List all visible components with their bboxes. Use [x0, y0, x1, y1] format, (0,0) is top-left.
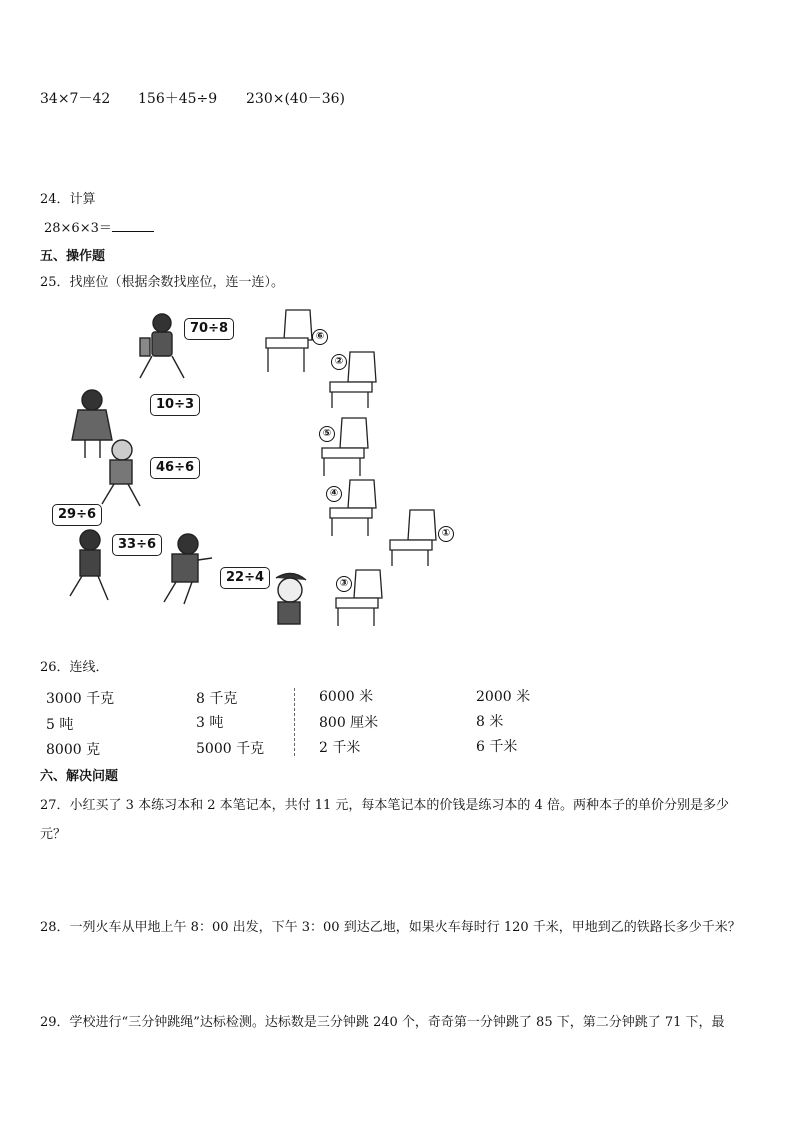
- question-27-line-1: 27．小红买了 3 本练习本和 2 本笔记本，共付 11 元，每本笔记本的价钱是练习本的 4 倍。两种本子的单价分别是多少: [40, 798, 729, 813]
- seat-number-marker[interactable]: ④: [326, 486, 342, 502]
- child-figure-5: [164, 534, 212, 604]
- match-item[interactable]: 2 千米: [319, 740, 361, 756]
- question-27-line-2: 元？: [40, 827, 67, 842]
- expression-2: 156＋45÷9: [138, 91, 218, 107]
- division-bubble-4[interactable]: 29÷6: [52, 504, 102, 526]
- division-bubble-3[interactable]: 46÷6: [150, 457, 200, 479]
- question-24-title: 24．计算: [40, 192, 96, 207]
- question-26-title: 26．连线．: [40, 660, 109, 675]
- answer-blank[interactable]: [112, 219, 154, 232]
- seat-number-marker[interactable]: ①: [438, 526, 454, 542]
- chair-5: [390, 510, 436, 566]
- match-item[interactable]: 8 千克: [196, 691, 238, 707]
- match-item[interactable]: 3000 千克: [46, 691, 115, 707]
- match-item[interactable]: 5000 千克: [196, 741, 265, 757]
- match-item[interactable]: 6 千米: [476, 739, 518, 755]
- division-bubble-1[interactable]: 70÷8: [184, 318, 234, 340]
- child-figure-2: [72, 390, 112, 458]
- match-item[interactable]: 8000 克: [46, 742, 101, 758]
- child-figure-4: [70, 530, 108, 600]
- match-item[interactable]: 5 吨: [46, 717, 74, 733]
- match-item[interactable]: 6000 米: [319, 689, 374, 705]
- seat-matching-figure: [40, 300, 480, 630]
- division-bubble-5[interactable]: 33÷6: [112, 534, 162, 556]
- child-figure-1: [140, 314, 184, 378]
- match-item[interactable]: 2000 米: [476, 689, 531, 705]
- question-25-title: 25．找座位（根据余数找座位，连一连）。: [40, 275, 285, 290]
- match-item[interactable]: 800 厘米: [319, 715, 379, 731]
- seat-number-marker[interactable]: ③: [336, 576, 352, 592]
- division-bubble-2[interactable]: 10÷3: [150, 394, 200, 416]
- seat-number-marker[interactable]: ②: [331, 354, 347, 370]
- expression-1: 34×7－42: [40, 91, 111, 107]
- match-item[interactable]: 8 米: [476, 714, 504, 730]
- expression-3: 230×(40－36): [246, 91, 346, 107]
- question-29: 29．学校进行“三分钟跳绳”达标检测。达标数是三分钟跳 240 个，奇奇第一分钟跳了 85 下，第二分钟跳了 71 下，最: [40, 1015, 725, 1030]
- match-item[interactable]: 3 吨: [196, 715, 224, 731]
- question-28: 28．一列火车从甲地上午 8：00 出发，下午 3：00 到达乙地，如果火车每时行 120 千米，甲地到乙的铁路长多少千米？: [40, 920, 741, 935]
- child-figure-6: [276, 573, 306, 624]
- seat-number-marker[interactable]: ⑥: [312, 329, 328, 345]
- section-6-heading: 六、解决问题: [40, 769, 119, 784]
- section-5-heading: 五、操作题: [40, 249, 106, 264]
- child-figure-3: [102, 440, 140, 506]
- question-24-expression: 28×6×3＝: [44, 221, 112, 236]
- chair-1: [266, 310, 312, 372]
- seat-number-marker[interactable]: ⑤: [319, 426, 335, 442]
- question-24-row: [44, 217, 154, 236]
- division-bubble-6[interactable]: 22÷4: [220, 567, 270, 589]
- column-divider: [294, 688, 295, 756]
